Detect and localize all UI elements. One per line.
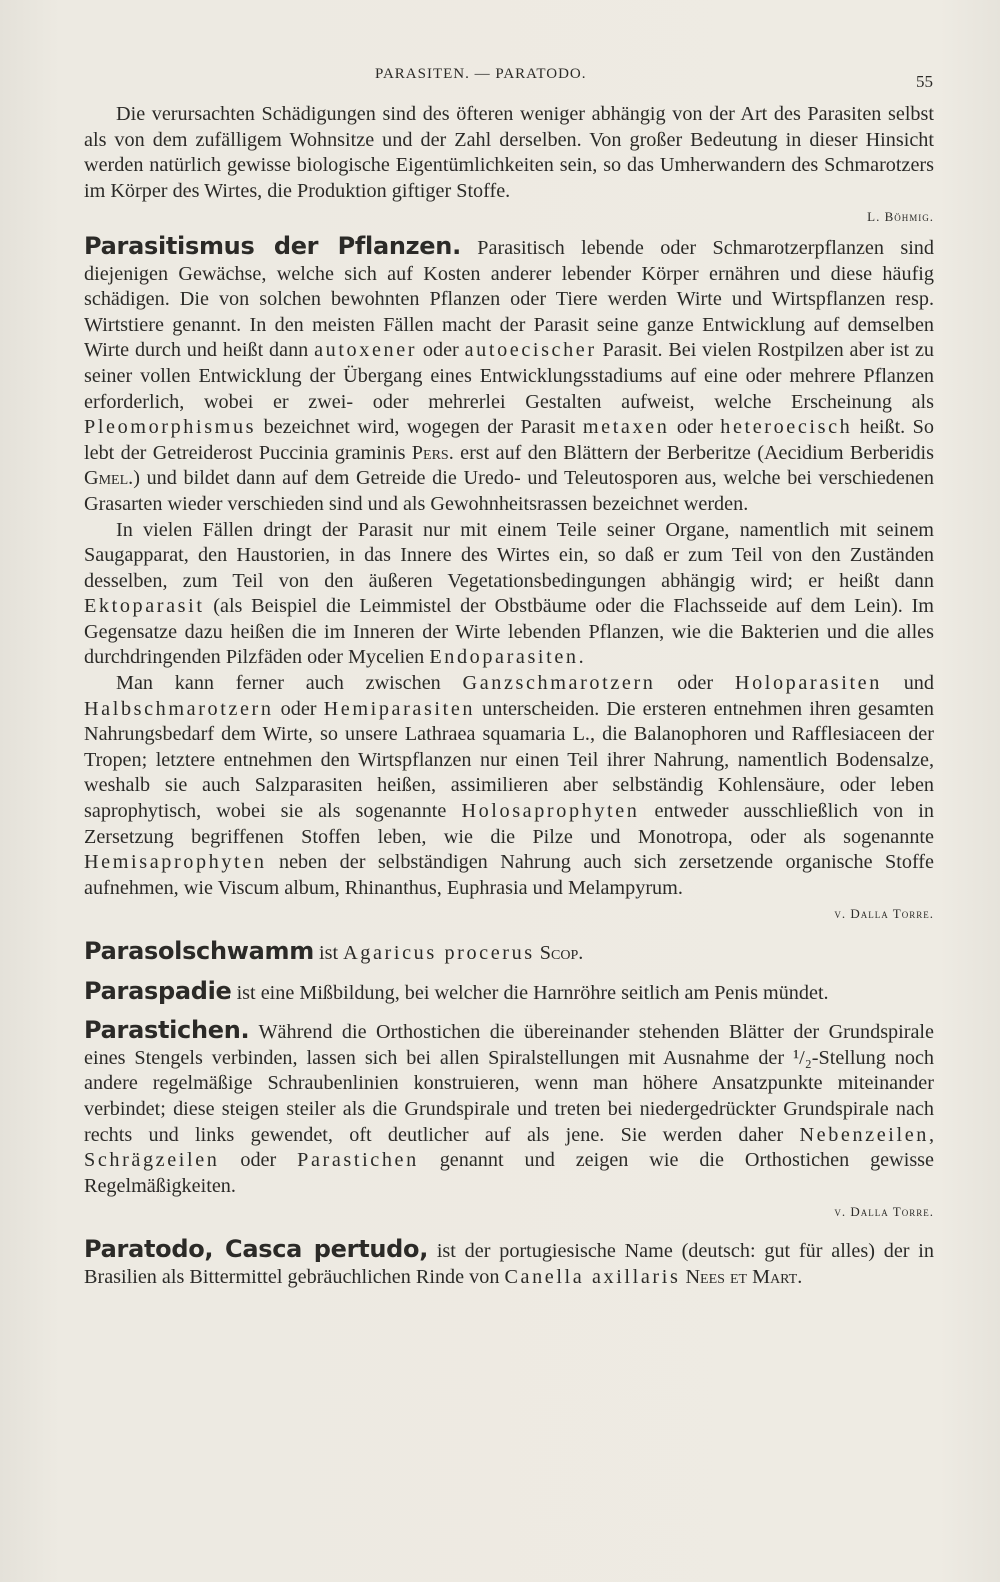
entry-parastichen bbox=[84, 1018, 934, 1225]
parasitismus-paragraph-1: Parasitismus der Pflanzen. Parasitisch lebende oder Schmarotzerpflanzen sind diejenigen Gewächse, welche sich auf Kosten anderer lebender Körper ernähren und diese häufig schädigen. Die von solchen bewohnten Pflanzen oder Tiere werden Wirte und Wirtspflanzen resp. Wirtstiere genannt. In den meisten Fällen macht der Parasit seine ganze Entwicklung auf demselben Wirte durch und heißt dann autoxener oder autoecischer Parasit. Bei vielen Rostpilzen aber ist zu seiner vollen Entwicklung der Übergang eines Entwicklungsstadiums auf eine oder mehrere Pflanzen erforderlich, wobei er zwei- oder mehrerlei Gestalten aufweist, welche Erscheinung als Pleomorphismus bezeichnet wird, wogegen der Parasit metaxen oder heteroecisch heißt. So lebt der Getreiderost Puccinia graminis Pers. erst auf den Blättern der Berberitze (Aecidium Berberidis Gmel.) und bildet dann auf dem Getreide die Uredo- und Teleutosporen aus, welche bei verschiedenen Grasarten wieder verschieden sind und als Gewohnheitsrassen bezeichnet werden. bbox=[84, 231, 935, 515]
species-canella: Canella axillaris bbox=[504, 1265, 681, 1288]
term-autoxener: autoxener bbox=[314, 339, 418, 362]
author-gmel: Gmel. bbox=[84, 467, 134, 490]
term-holosaprophyten: Holosaprophyten bbox=[461, 800, 640, 823]
page-body bbox=[84, 102, 934, 1290]
parastichen-paragraph: Parastichen. Während die Orthostichen die übereinander stehenden Blätter der Grundspirale eines Stengels verbinden, lassen sich bei allen Spiralstellungen mit Ausnahme der ¹/₂-Stellung noch andere regelmäßige Schraubenlinien konstruieren, wenn man höhere Ansatzpunkte miteinander verbindet; diese steigen steiler als die Grundspirale und treten bei niedergedrückter Grundspirale nach rechts und links gewendet, oft deutlicher auf als jene. Sie werden daher Nebenzeilen, Schrägzeilen oder Parastichen genannt und zeigen wie die Orthostichen gewisse Regelmäßigkeiten. bbox=[84, 1016, 934, 1197]
headword-parasitismus: Parasitismus der Pflanzen. bbox=[84, 231, 461, 260]
term-nebenzeilen: Nebenzeilen bbox=[799, 1123, 929, 1146]
parasitismus-paragraph-3: Man kann ferner auch zwischen Ganzschmarotzern oder Holoparasiten und Halbschmarotzern oder Hemiparasiten unterscheiden. Die ersteren entnehmen ihren gesamten Nahrungsbedarf dem Wirte, so unsere Lathraea squamaria L., die Balanophoren und Rafflesiaceen der Tropen; letztere entnehmen den Wirtspflanzen nur einen Teil ihrer Nahrung, namentlich Bodensalze, weshalb sie auch Salzparasiten heißen, assimilieren aber selbständig Kohlensäure, oder leben saprophytisch, wobei sie als sogenannte Holosaprophyten entweder ausschließlich von in Zersetzung begriffenen Stoffen leben, wie die Pilze und Monotropa, oder als sogenannte Hemisaprophyten neben der selbständigen Nahrung auch sich zersetzende organische Stoffe aufnehmen, wie Viscum album, Rhinanthus, Euphrasia und Melampyrum. bbox=[84, 672, 935, 899]
parasitismus-paragraph-2: In vielen Fällen dringt der Parasit nur mit einem Teile seiner Organe, namentlich mit seinem Saugapparat, den Haustorien, in das Innere des Wirtes ein, so daß er zum Teil von den Zuständen desselben, zum Teil von den äußeren Vegetationsbedingungen abhängig wird; er heißt dann Ektoparasit (als Beispiel die Leimmistel der Obstbäume oder die Flachsseide auf dem Lein). Im Gegensatze dazu heißen die im Inneren der Wirte lebenden Pflanzen, wie die Bakterien und die alles durchdringenden Pilzfäden oder Mycelien Endoparasiten. bbox=[84, 518, 934, 669]
species-agaricus: Agaricus procerus bbox=[343, 942, 535, 964]
paraspadie-paragraph: Paraspadie ist eine Mißbildung, bei welcher die Harnröhre seitlich am Penis mündet. bbox=[84, 976, 829, 1005]
term-schraegzeilen: Schrägzeilen bbox=[84, 1149, 220, 1172]
term-halbschmarotzern: Halbschmarotzern bbox=[84, 697, 274, 720]
intro-paragraph: Die verursachten Schädigungen sind des öfteren weniger abhängig von der Art des Parasiten selbst als von dem zufälligem Wohnsitze und der Zahl derselben. Von großer Bedeutung in dieser Hinsicht werden natürlich gewisse biologische Eigentümlichkeiten sein, so das Umherwandern des Schmarotzers im Körper des Wirtes, die Produktion giftiger Stoffe. bbox=[84, 103, 934, 202]
headword-parastichen: Parastichen. bbox=[84, 1016, 250, 1045]
running-head: PARASITEN. — PARATODO. bbox=[375, 66, 587, 82]
term-hemiparasiten: Hemiparasiten bbox=[323, 697, 476, 720]
term-ganzschmarotzern: Ganzschmarotzern bbox=[462, 672, 656, 695]
fraction-one-half: ¹/₂ bbox=[793, 1046, 812, 1069]
entry-parasolschwamm bbox=[84, 939, 934, 967]
term-holoparasiten: Holoparasiten bbox=[734, 672, 882, 695]
term-autoecischer: autoecischer bbox=[464, 339, 597, 362]
author-pers: Pers. bbox=[411, 441, 454, 464]
term-hemisaprophyten: Hemisaprophyten bbox=[84, 851, 267, 874]
term-heteroecisch: heteroecisch bbox=[720, 416, 853, 439]
author-nees-mart: Nees et Mart. bbox=[685, 1265, 803, 1288]
page-header bbox=[0, 66, 1000, 90]
paratodo-paragraph: Paratodo, Casca pertudo, ist der portugiesische Name (deutsch: gut für alles) der in Brasilien als Bittermittel gebräuchlichen Rinde von Canella axillaris Nees et Mart. bbox=[84, 1234, 934, 1288]
headword-paraspadie: Paraspadie bbox=[84, 976, 232, 1005]
term-parastichen: Parastichen bbox=[297, 1149, 419, 1172]
page-number: 55 bbox=[916, 72, 933, 91]
headword-parasolschwamm: Parasolschwamm bbox=[84, 937, 314, 965]
term-ektoparasit: Ektoparasit bbox=[84, 595, 205, 618]
entry-paraspadie bbox=[84, 976, 934, 1007]
term-metaxen: metaxen bbox=[582, 416, 670, 439]
parasitismus-signature: v. Dalla Torre. bbox=[834, 906, 934, 922]
entry-parasitismus bbox=[84, 231, 935, 927]
term-pleomorphismus: Pleomorphismus bbox=[84, 416, 257, 439]
headword-paratodo: Paratodo, Casca pertudo, bbox=[84, 1234, 429, 1263]
parastichen-signature: v. Dalla Torre. bbox=[834, 1204, 934, 1220]
entry-paratodo bbox=[84, 1234, 934, 1290]
term-endoparasiten: Endoparasiten bbox=[429, 646, 579, 669]
intro-signature: L. Böhmig. bbox=[867, 209, 934, 225]
parasolschwamm-paragraph: Parasolschwamm ist Agaricus procerus Scop. bbox=[84, 937, 584, 965]
author-scop: Scop. bbox=[539, 942, 584, 964]
